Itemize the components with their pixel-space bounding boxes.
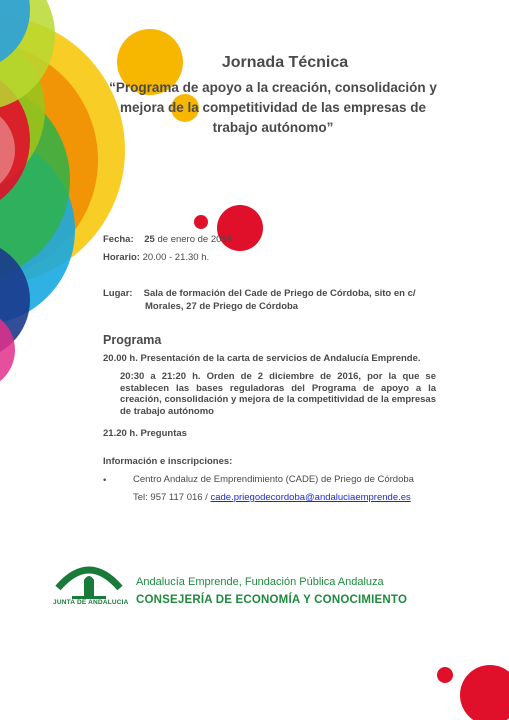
horario-row: [103, 252, 209, 263]
info-heading: Información e inscripciones:: [103, 456, 233, 467]
junta-label: JUNTA DE ANDALUCIA: [53, 599, 129, 606]
event-subtitle: [98, 78, 448, 138]
fecha-label: Fecha:: [103, 234, 134, 245]
consejeria-name: CONSEJERÍA DE ECONOMÍA Y CONOCIMIENTO: [136, 594, 408, 606]
fecha-rest: de enero de 2018: [157, 234, 232, 245]
org-name: Andalucía Emprende, Fundación Pública Andaluza: [136, 576, 384, 588]
horario-label: Horario:: [103, 252, 140, 263]
fecha-day: 25: [144, 234, 155, 245]
subtitle-line: mejora de la competitividad de las empresas de: [119, 100, 427, 115]
event-title: Jornada Técnica: [221, 54, 349, 71]
lugar-block: [103, 287, 436, 313]
horario-value: 20.00 - 21.30 h.: [142, 252, 210, 263]
programa-heading: Programa: [103, 333, 162, 347]
junta-emblem-icon: [54, 558, 124, 600]
programa-item: 20.00 h. Presentación de la carta de servicios de Andalucía Emprende.: [103, 353, 421, 364]
subtitle-line: “Programa de apoyo a la creación, consolidación y: [109, 80, 437, 95]
lugar-line: Morales, 27 de Priego de Córdoba: [145, 301, 299, 312]
centro-text: Centro Andaluz de Emprendimiento (CADE) de Priego de Córdoba: [133, 474, 414, 485]
contact-line: [133, 492, 411, 503]
tel-text: Tel: 957 117 016 /: [133, 492, 208, 503]
email-link[interactable]: cade.priegodecordoba@andaluciaemprende.es: [210, 492, 411, 503]
programa-item: 21.20 h. Preguntas: [103, 428, 187, 439]
lugar-label: Lugar:: [103, 288, 133, 299]
fecha-row: [103, 234, 232, 245]
bullet-icon: •: [103, 475, 107, 486]
lugar-line: Sala de formación del Cade de Priego de Córdoba, sito en c/: [143, 288, 416, 299]
programa-item: 20:30 a 21:20 h. Orden de 2 diciembre de 2016, por la que se establecen las bases reguladoras del Programa de apoyo a la creación, consolidación y mejora de la competitividad de la empresas de trabajo autónomo: [120, 371, 436, 417]
subtitle-line: trabajo autónomo”: [212, 120, 334, 135]
